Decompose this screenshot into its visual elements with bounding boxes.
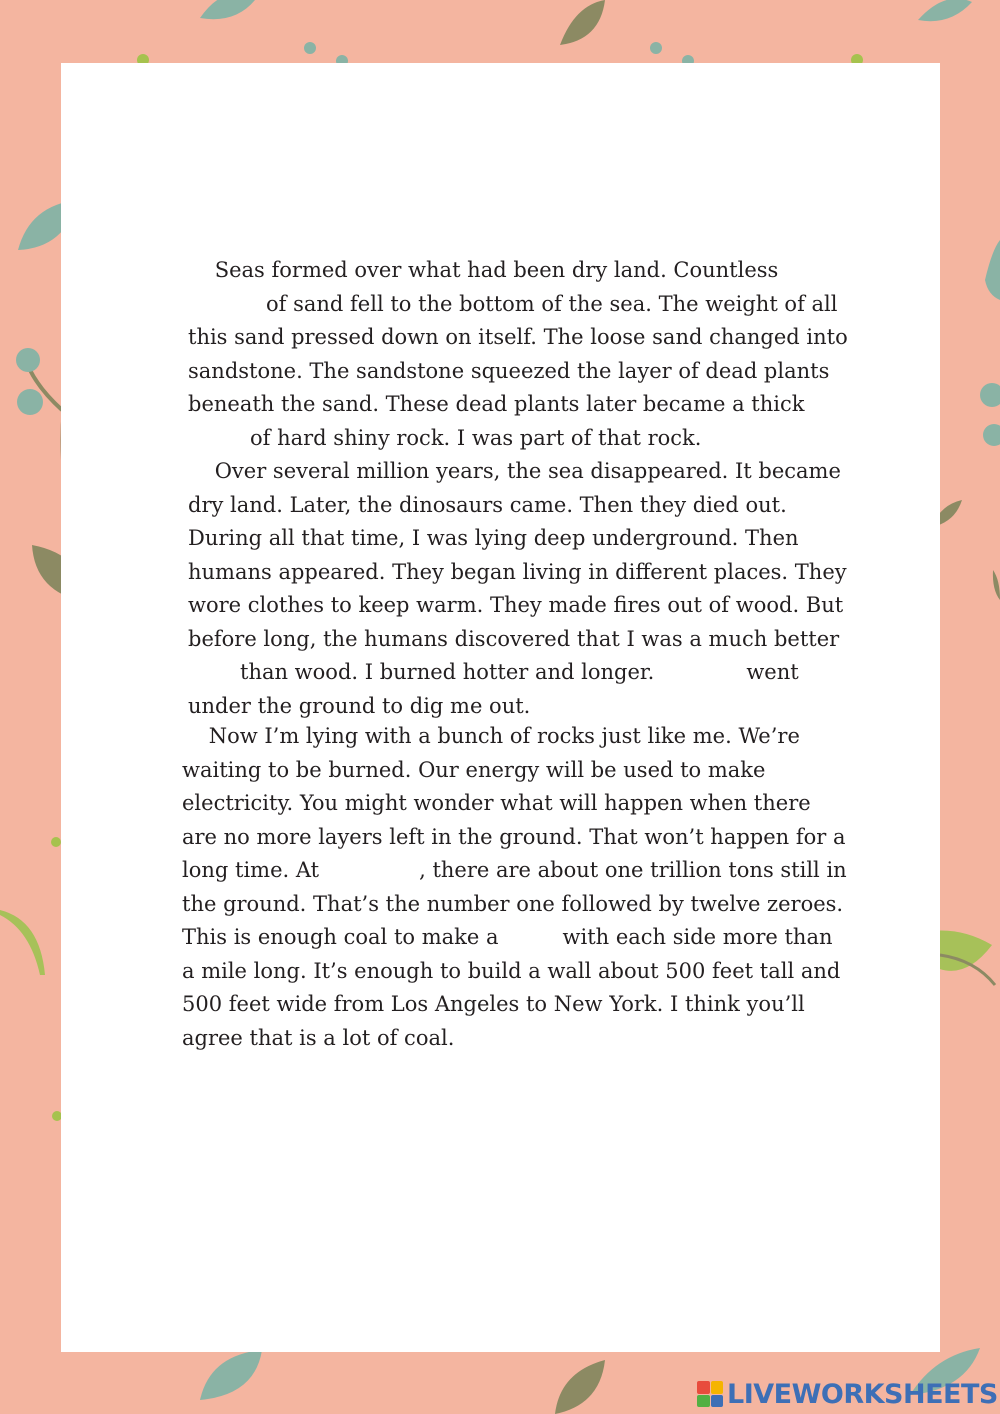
text-line: are no more layers left in the ground. That won’t happen for a xyxy=(182,824,846,849)
answer-blank[interactable] xyxy=(188,659,240,683)
leaf-icon xyxy=(560,0,605,45)
text-line: of sand fell to the bottom of the sea. The weight of all xyxy=(188,288,848,322)
paragraph-2 xyxy=(188,455,847,723)
text-line: Over several million years, the sea disappeared. It became xyxy=(188,459,841,483)
dot-icon xyxy=(51,837,61,847)
dot-icon xyxy=(650,42,662,54)
dot-icon xyxy=(983,424,1000,446)
text-line: long time. At , there are about one trillion tons still in xyxy=(182,858,847,882)
text-line: of hard shiny rock. I was part of that rock. xyxy=(188,422,848,456)
leaf-icon xyxy=(555,1360,605,1414)
text-line: a mile long. It’s enough to build a wall about 500 feet tall and xyxy=(182,958,841,983)
liveworksheets-logo-icon xyxy=(697,1381,723,1407)
text-line: than wood. I burned hotter and longer. went xyxy=(188,656,847,690)
text-line: During all that time, I was lying deep underground. Then xyxy=(188,526,799,550)
answer-blank[interactable] xyxy=(654,659,746,683)
text-line: electricity. You might wonder what will happen when there xyxy=(182,791,811,815)
leaf-icon xyxy=(985,240,1000,300)
text-line: this sand pressed down on itself. The loose sand changed into xyxy=(188,325,848,349)
text-line: beneath the sand. These dead plants later became a thick xyxy=(188,392,805,416)
dot-icon xyxy=(304,42,316,54)
text-line: 500 feet wide from Los Angeles to New York. I think you’ll xyxy=(182,992,805,1016)
liveworksheets-brand xyxy=(697,1380,998,1408)
answer-blank[interactable] xyxy=(188,291,266,315)
leaf-icon xyxy=(200,1350,262,1400)
leaf-icon xyxy=(200,0,255,19)
text-line: Seas formed over what had been dry land. Countless xyxy=(188,258,779,282)
text-line: Now I’m lying with a bunch of rocks just like me. We’re xyxy=(182,724,800,748)
text-line: This is enough coal to make a with each side more than xyxy=(182,925,833,949)
dot-icon xyxy=(980,383,1000,407)
text-line: agree that is a lot of coal. xyxy=(182,1025,455,1050)
leaf-icon xyxy=(993,570,1000,600)
text-line: under the ground to dig me out. xyxy=(188,693,531,718)
brand-name: LIVEWORKSHEETS xyxy=(727,1378,998,1410)
paragraph-3 xyxy=(182,720,847,1055)
answer-blank[interactable] xyxy=(319,857,419,881)
text-line: before long, the humans discovered that I was a much better xyxy=(188,626,840,651)
answer-blank[interactable] xyxy=(188,425,250,449)
text-line: sandstone. The sandstone squeezed the layer of dead plants xyxy=(188,358,830,383)
text-line: the ground. That’s the number one followed by twelve zeroes. xyxy=(182,891,844,916)
leaf-icon xyxy=(0,910,45,975)
leaf-icon xyxy=(918,0,972,21)
text-line: waiting to be burned. Our energy will be used to make xyxy=(182,757,766,782)
text-line: dry land. Later, the dinosaurs came. Then they died out. xyxy=(188,492,787,517)
text-line: wore clothes to keep warm. They made fires out of wood. But xyxy=(188,593,844,617)
answer-blank[interactable] xyxy=(499,924,563,948)
paragraph-1 xyxy=(188,254,848,455)
text-line: humans appeared. They began living in different places. They xyxy=(188,559,847,584)
